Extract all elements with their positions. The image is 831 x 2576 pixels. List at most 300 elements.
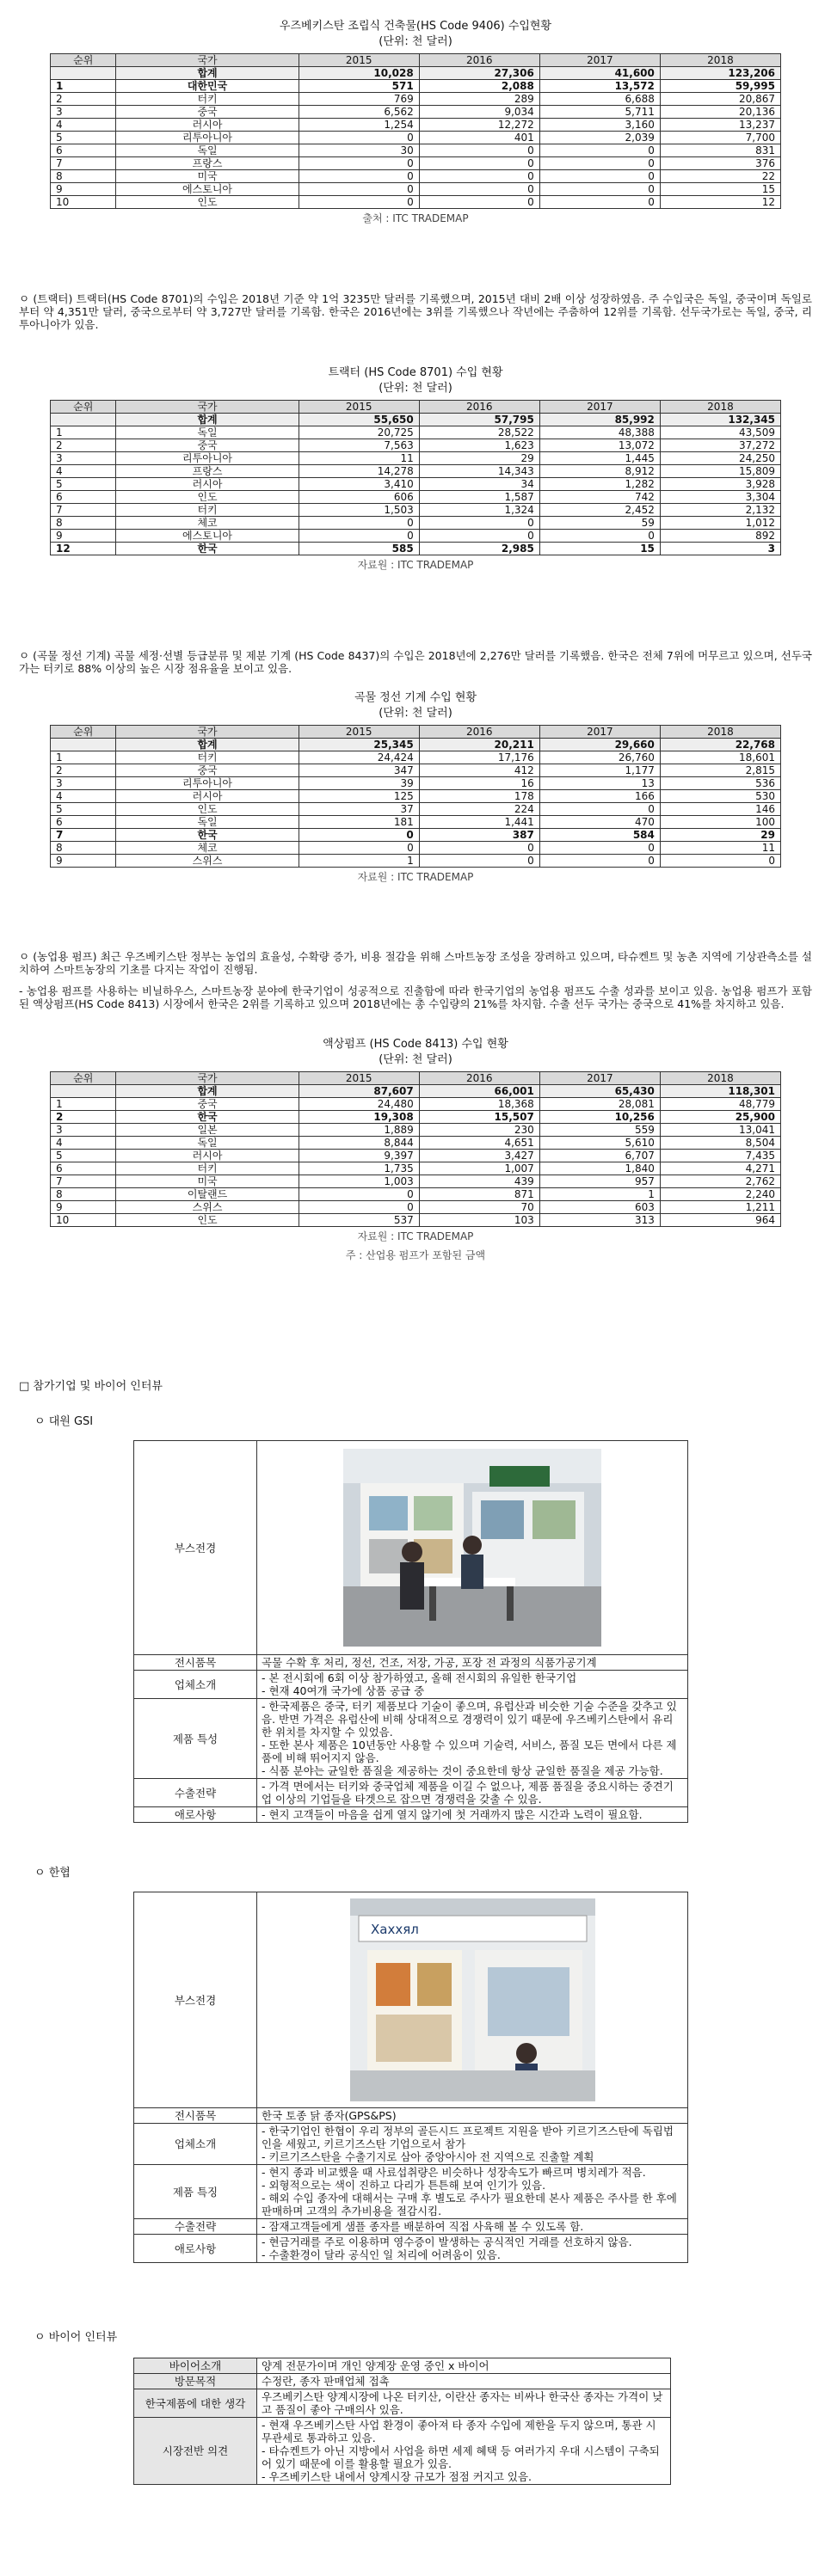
- info-row: [134, 2389, 671, 2418]
- table-cell: 28,081: [539, 1098, 660, 1111]
- table-row: [51, 93, 781, 106]
- table-cell: 1: [51, 80, 116, 93]
- table-cell: 48,388: [539, 426, 660, 439]
- column-header: 2018: [660, 1072, 780, 1085]
- info-value: [257, 1779, 688, 1807]
- info-value: [257, 2418, 671, 2485]
- total-cell: 합계: [116, 414, 299, 426]
- info-label: 한국제품에 대한 생각: [134, 2389, 257, 2418]
- table-cell: 29: [660, 829, 780, 842]
- info-label: 전시품목: [134, 1655, 257, 1671]
- table-cell: 2,088: [419, 80, 539, 93]
- column-header: 2017: [539, 726, 660, 739]
- table-cell: 0: [419, 530, 539, 543]
- table-cell: 인도: [116, 491, 299, 504]
- table-cell: 1: [51, 1098, 116, 1111]
- total-cell: 10,028: [299, 67, 419, 80]
- table-cell: 13,237: [660, 119, 780, 132]
- paragraph-grain-machine: ㅇ (곡물 정선 기계) 곡물 세정·선별 등급분류 및 제분 기계 (HS Code 8437)의 수입은 2018년에 2,276만 달러를 기록했음. 한국은 전체 7위에 머무르고 있으며, 선두국가는 터키로 88% 이상의 높은 시장 점유율을 보이고 있음.: [19, 649, 812, 675]
- table-cell: 6,707: [539, 1150, 660, 1162]
- column-header: 2015: [299, 726, 419, 739]
- section-grain-machine: [0, 690, 831, 884]
- table-cell: 1: [51, 426, 116, 439]
- table-cell: 3: [51, 1124, 116, 1137]
- table-row: [51, 491, 781, 504]
- table-cell: 0: [299, 132, 419, 144]
- table-cell: 571: [299, 80, 419, 93]
- table-cell: 0: [299, 170, 419, 183]
- table-title: 곡물 정선 기계 수입 현황: [354, 691, 477, 704]
- table-cell: 181: [299, 816, 419, 829]
- info-label: 방문목적: [134, 2374, 257, 2389]
- table-cell: 체코: [116, 842, 299, 855]
- table-source: 자료원 : ITC TRADEMAP: [357, 559, 474, 571]
- table-cell: 7,700: [660, 132, 780, 144]
- company-info-table: [133, 1892, 688, 2263]
- table-unit: (단위: 천 달러): [379, 35, 452, 48]
- column-header: 2015: [299, 1072, 419, 1085]
- column-header: 순위: [51, 1072, 116, 1085]
- table-cell: 4: [51, 119, 116, 132]
- table-cell: 2,240: [660, 1188, 780, 1201]
- table-row: [51, 144, 781, 157]
- table-cell: 24,424: [299, 751, 419, 764]
- table-cell: 4,271: [660, 1162, 780, 1175]
- info-row: [134, 1655, 688, 1671]
- table-cell: 13,072: [539, 439, 660, 452]
- table-header-row: [51, 1072, 781, 1085]
- table-cell: 3,304: [660, 491, 780, 504]
- info-line: - 현지 고객들이 마음을 쉽게 열지 않기에 첫 거래까지 많은 시간과 노력이 필요함.: [262, 1808, 643, 1821]
- info-line: - 또한 본사 제품은 10년동안 사용할 수 있으며 기술력, 서비스, 품질 모든 면에서 다른 제품에 비해 뛰어지지 않음.: [262, 1739, 677, 1764]
- total-cell: 20,211: [419, 739, 539, 751]
- table-cell: 3: [660, 543, 780, 555]
- table-cell: 585: [299, 543, 419, 555]
- booth-photo-cell: [257, 1892, 688, 2108]
- table-cell: 한국: [116, 543, 299, 555]
- table-header-row: [51, 401, 781, 414]
- table-cell: 독일: [116, 816, 299, 829]
- table-cell: 11: [660, 842, 780, 855]
- table-cell: 1,012: [660, 517, 780, 530]
- total-cell: 22,768: [660, 739, 780, 751]
- info-line: - 현재 우즈베키스탄 사업 환경이 좋아져 타 종자 수입에 제한을 두지 않으며, 통관 시 무관세로 통과하고 있음.: [262, 2419, 656, 2444]
- table-cell: 러시아: [116, 1150, 299, 1162]
- table-cell: 230: [419, 1124, 539, 1137]
- import-table: [50, 1071, 781, 1227]
- table-cell: 0: [419, 517, 539, 530]
- info-value: [257, 2374, 671, 2389]
- table-row: [51, 439, 781, 452]
- table-cell: 103: [419, 1214, 539, 1227]
- table-cell: 387: [419, 829, 539, 842]
- table-cell: 37,272: [660, 439, 780, 452]
- table-cell: 3: [51, 777, 116, 790]
- info-line: 한국 토종 닭 종자(GPS&PS): [262, 2109, 397, 2122]
- info-line: - 타슈켄트가 아닌 지방에서 사업을 하면 세제 혜택 등 여러가지 우대 시스템이 구축되어 있기 때문에 이를 활용할 필요가 있음.: [262, 2444, 660, 2470]
- info-line: - 현금거래를 주로 이용하며 영수증이 발생하는 공식적인 거래를 선호하지 않음.: [262, 2236, 632, 2248]
- info-value: [257, 2235, 688, 2263]
- table-unit: (단위: 천 달러): [379, 382, 452, 395]
- table-title: 액상펌프 (HS Code 8413) 수입 현황: [323, 1038, 508, 1051]
- table-cell: 15: [539, 543, 660, 555]
- column-header: 순위: [51, 726, 116, 739]
- table-cell: 1: [299, 855, 419, 868]
- info-row: [134, 1779, 688, 1807]
- table-cell: 리투아니아: [116, 132, 299, 144]
- table-cell: 2,039: [539, 132, 660, 144]
- import-table: [50, 400, 781, 555]
- table-row: [51, 842, 781, 855]
- table-cell: 17,176: [419, 751, 539, 764]
- table-cell: 18,601: [660, 751, 780, 764]
- total-cell: 57,795: [419, 414, 539, 426]
- table-header-row: [51, 54, 781, 67]
- table-cell: 100: [660, 816, 780, 829]
- info-value: [257, 2124, 688, 2165]
- table-cell: 1,840: [539, 1162, 660, 1175]
- table-row: [51, 829, 781, 842]
- total-cell: [51, 67, 116, 80]
- table-cell: 18,368: [419, 1098, 539, 1111]
- table-cell: 10: [51, 196, 116, 209]
- table-title: 트랙터 (HS Code 8701) 수입 현황: [328, 366, 503, 379]
- table-row: [51, 751, 781, 764]
- table-cell: 9,397: [299, 1150, 419, 1162]
- table-cell: 22: [660, 170, 780, 183]
- total-cell: 66,001: [419, 1085, 539, 1098]
- table-cell: 0: [299, 196, 419, 209]
- column-header: 2017: [539, 401, 660, 414]
- table-source: 자료원 : ITC TRADEMAP: [357, 1230, 474, 1242]
- company-table-daewon: [0, 1440, 831, 1823]
- section-prefab-buildings: [0, 19, 831, 225]
- table-cell: 8: [51, 1188, 116, 1201]
- table-cell: 12,272: [419, 119, 539, 132]
- column-header: 국가: [116, 401, 299, 414]
- table-cell: 0: [539, 170, 660, 183]
- table-cell: 4,651: [419, 1137, 539, 1150]
- table-cell: 0: [539, 842, 660, 855]
- column-header: 국가: [116, 726, 299, 739]
- table-cell: 1,007: [419, 1162, 539, 1175]
- table-row: [51, 196, 781, 209]
- table-row: [51, 530, 781, 543]
- table-row: [51, 478, 781, 491]
- info-value: [257, 1655, 688, 1671]
- table-cell: 2,452: [539, 504, 660, 517]
- table-cell: 1,889: [299, 1124, 419, 1137]
- table-cell: 인도: [116, 803, 299, 816]
- info-value: [257, 2108, 688, 2124]
- total-cell: 41,600: [539, 67, 660, 80]
- table-cell: 603: [539, 1201, 660, 1214]
- table-cell: 1,211: [660, 1201, 780, 1214]
- table-row: [51, 1098, 781, 1111]
- info-line: - 한국제품은 중국, 터키 제품보다 기술이 좋으며, 유럽산과 비슷한 기술 수준을 갖추고 있음. 반면 가격은 유럽산에 비해 상대적으로 경쟁력이 있기 때문에 우즈베키스탄에서 유리한 위치를 차지할 수 있었음.: [262, 1700, 677, 1739]
- info-line: 양계 전문가이며 개인 양계장 운영 중인 x 바이어: [262, 2359, 489, 2372]
- info-line: - 수출환경이 달라 공식인 일 처리에 어려움이 있음.: [262, 2248, 501, 2261]
- table-row: [51, 1188, 781, 1201]
- table-cell: 289: [419, 93, 539, 106]
- info-label: 업체소개: [134, 1671, 257, 1699]
- table-cell: 러시아: [116, 119, 299, 132]
- table-row: [51, 80, 781, 93]
- buyer-info-table: [133, 2358, 671, 2485]
- table-cell: 독일: [116, 144, 299, 157]
- table-cell: 1,254: [299, 119, 419, 132]
- table-cell: 0: [419, 842, 539, 855]
- column-header: 2016: [419, 401, 539, 414]
- table-cell: 인도: [116, 196, 299, 209]
- table-cell: 530: [660, 790, 780, 803]
- booth-label: 부스전경: [134, 1892, 257, 2108]
- column-header: 2016: [419, 726, 539, 739]
- table-row: [51, 855, 781, 868]
- table-cell: 러시아: [116, 478, 299, 491]
- table-cell: 3,928: [660, 478, 780, 491]
- table-cell: 13: [539, 777, 660, 790]
- table-row: [51, 803, 781, 816]
- table-cell: 5: [51, 1150, 116, 1162]
- table-cell: 3,427: [419, 1150, 539, 1162]
- total-cell: 합계: [116, 67, 299, 80]
- table-row: [51, 777, 781, 790]
- section-tractor: [0, 365, 831, 572]
- total-cell: 65,430: [539, 1085, 660, 1098]
- table-cell: 터키: [116, 93, 299, 106]
- table-cell: 412: [419, 764, 539, 777]
- table-cell: 769: [299, 93, 419, 106]
- table-row: [51, 119, 781, 132]
- table-cell: 터키: [116, 504, 299, 517]
- table-cell: 0: [660, 855, 780, 868]
- buyer-heading: ㅇ 바이어 인터뷰: [34, 2331, 118, 2344]
- booth-photo: [343, 1449, 601, 1647]
- table-row: [51, 1162, 781, 1175]
- table-cell: 59,995: [660, 80, 780, 93]
- table-row: [51, 517, 781, 530]
- table-cell: 1: [539, 1188, 660, 1201]
- info-value: [257, 1807, 688, 1823]
- table-row: [51, 1124, 781, 1137]
- table-cell: 2: [51, 764, 116, 777]
- table-cell: 401: [419, 132, 539, 144]
- table-cell: 59: [539, 517, 660, 530]
- table-cell: 1,503: [299, 504, 419, 517]
- table-cell: 30: [299, 144, 419, 157]
- table-cell: 2,815: [660, 764, 780, 777]
- table-cell: 1,003: [299, 1175, 419, 1188]
- table-cell: 7: [51, 157, 116, 170]
- table-cell: 에스토니아: [116, 183, 299, 196]
- total-cell: 25,345: [299, 739, 419, 751]
- table-cell: 7,563: [299, 439, 419, 452]
- table-cell: 1: [51, 751, 116, 764]
- table-cell: 6: [51, 144, 116, 157]
- table-cell: 15: [660, 183, 780, 196]
- table-cell: 15,809: [660, 465, 780, 478]
- table-total-row: [51, 67, 781, 80]
- info-row: [134, 2165, 688, 2219]
- buyer-section: [0, 2358, 831, 2485]
- section-liquid-pump: [0, 1037, 831, 1262]
- info-row: [134, 2374, 671, 2389]
- section-heading-interviews: □ 참가기업 및 바이어 인터뷰: [19, 1380, 163, 1393]
- table-cell: 0: [539, 157, 660, 170]
- table-cell: 중국: [116, 439, 299, 452]
- paragraph-tractor: ㅇ (트랙터) 트랙터(HS Code 8701)의 수입은 2018년 기준 약 1억 3235만 달러를 기록했으며, 2015년 대비 2배 이상 성장하였음. 주 수입국은 독일, 중국이며 독일로부터 약 4,351만 달러, 중국으로부터 약 3,727만 달러를 기록함. 한국은 2016년에는 3위를 기록했으나 작년에는 주춤하여 12위를 기록함. 선두국가로는 독일, 중국, 리투아니아가 있음.: [19, 292, 812, 331]
- info-label: 수출전략: [134, 2219, 257, 2235]
- table-cell: 0: [419, 170, 539, 183]
- table-cell: 독일: [116, 1137, 299, 1150]
- info-value: [257, 1699, 688, 1779]
- info-label: 제품 특성: [134, 1699, 257, 1779]
- info-line: - 해외 수입 종자에 대해서는 구매 후 별도로 주사가 필요한데 본사 제품은 주사를 한 후에 판매하며 고객의 추가비용을 절감시킴.: [262, 2192, 677, 2217]
- table-cell: 34: [419, 478, 539, 491]
- table-cell: 125: [299, 790, 419, 803]
- table-cell: 1,445: [539, 452, 660, 465]
- total-cell: 85,992: [539, 414, 660, 426]
- table-row: [51, 132, 781, 144]
- table-cell: 8,844: [299, 1137, 419, 1150]
- table-total-row: [51, 414, 781, 426]
- info-line: 곡물 수확 후 처리, 정선, 건조, 저장, 가공, 포장 전 과정의 식품가공기계: [262, 1656, 597, 1669]
- table-row: [51, 1201, 781, 1214]
- table-cell: 1,177: [539, 764, 660, 777]
- table-cell: 1,587: [419, 491, 539, 504]
- table-cell: 8,504: [660, 1137, 780, 1150]
- table-cell: 4: [51, 790, 116, 803]
- table-unit: (단위: 천 달러): [379, 1053, 452, 1066]
- table-cell: 742: [539, 491, 660, 504]
- table-cell: 166: [539, 790, 660, 803]
- table-cell: 중국: [116, 1098, 299, 1111]
- table-cell: 2,985: [419, 543, 539, 555]
- info-line: - 식품 분야는 균일한 품질을 제공하는 것이 중요한데 항상 균일한 품질을 제공 가능함.: [262, 1764, 663, 1777]
- info-label: 애로사항: [134, 2235, 257, 2263]
- info-line: 우즈베키스탄 양계시장에 나온 터키산, 이란산 종자는 비싸나 한국산 종자는 가격이 낮고 품질이 좋아 구매의사 있음.: [262, 2390, 663, 2416]
- column-header: 순위: [51, 54, 116, 67]
- table-row: [51, 543, 781, 555]
- table-cell: 0: [299, 517, 419, 530]
- table-unit: (단위: 천 달러): [379, 707, 452, 720]
- table-cell: 4: [51, 465, 116, 478]
- table-cell: 606: [299, 491, 419, 504]
- table-row: [51, 157, 781, 170]
- total-cell: 55,650: [299, 414, 419, 426]
- table-cell: 892: [660, 530, 780, 543]
- info-line: - 우즈베키스탄 내에서 양계시장 규모가 점점 커지고 있음.: [262, 2470, 532, 2483]
- table-cell: 9: [51, 855, 116, 868]
- table-cell: 스위스: [116, 855, 299, 868]
- table-cell: 24,250: [660, 452, 780, 465]
- table-cell: 6,562: [299, 106, 419, 119]
- total-cell: [51, 1085, 116, 1098]
- info-row: [134, 2124, 688, 2165]
- table-row: [51, 504, 781, 517]
- info-label: 전시품목: [134, 2108, 257, 2124]
- table-cell: 10: [51, 1214, 116, 1227]
- table-cell: 14,343: [419, 465, 539, 478]
- table-cell: 957: [539, 1175, 660, 1188]
- column-header: 2015: [299, 401, 419, 414]
- info-row: [134, 2418, 671, 2485]
- info-value: [257, 2165, 688, 2219]
- table-cell: 한국: [116, 1111, 299, 1124]
- table-cell: 0: [419, 144, 539, 157]
- table-cell: 0: [299, 530, 419, 543]
- table-cell: 313: [539, 1214, 660, 1227]
- table-row: [51, 1111, 781, 1124]
- column-header: 2018: [660, 54, 780, 67]
- table-source: 자료원 : ITC TRADEMAP: [357, 871, 474, 883]
- info-value: [257, 2389, 671, 2418]
- total-cell: [51, 414, 116, 426]
- total-cell: 합계: [116, 739, 299, 751]
- table-cell: 2: [51, 1111, 116, 1124]
- table-cell: 6: [51, 1162, 116, 1175]
- table-cell: 0: [419, 183, 539, 196]
- table-cell: 터키: [116, 751, 299, 764]
- table-total-row: [51, 1085, 781, 1098]
- table-cell: 11: [299, 452, 419, 465]
- column-header: 2017: [539, 54, 660, 67]
- info-value: [257, 1671, 688, 1699]
- booth-sign: Хаххял: [370, 1922, 419, 1937]
- info-row: [134, 2235, 688, 2263]
- table-cell: 3: [51, 452, 116, 465]
- table-source: 출처 : ITC TRADEMAP: [362, 212, 469, 224]
- table-cell: 0: [299, 1188, 419, 1201]
- table-cell: 7: [51, 504, 116, 517]
- table-cell: 0: [299, 842, 419, 855]
- column-header: 국가: [116, 54, 299, 67]
- column-header: 2018: [660, 726, 780, 739]
- table-cell: 0: [539, 855, 660, 868]
- table-cell: 584: [539, 829, 660, 842]
- table-cell: 8: [51, 517, 116, 530]
- column-header: 순위: [51, 401, 116, 414]
- table-row: [51, 1150, 781, 1162]
- table-row: [51, 426, 781, 439]
- table-cell: 0: [539, 530, 660, 543]
- table-cell: 28,522: [419, 426, 539, 439]
- table-cell: 178: [419, 790, 539, 803]
- table-cell: 대한민국: [116, 80, 299, 93]
- paragraph-pump-2: - 농업용 펌프를 사용하는 비닐하우스, 스마트농장 분야에 한국기업이 성공적으로 진출함에 따라 한국기업의 농업용 펌프도 수출 성과를 보이고 있음. 농업용 펌프가 포함된 액상펌프(HS Code 8413) 시장에서 한국은 2위를 기록하고 있으며 2018년에는 총 수입량의 21%를 차지함. 수출 선두 국가는 중국으로 41%를 차지하고 있음.: [19, 984, 812, 1010]
- table-cell: 39: [299, 777, 419, 790]
- table-row: [51, 106, 781, 119]
- table-cell: 체코: [116, 517, 299, 530]
- table-cell: 0: [299, 829, 419, 842]
- info-line: - 현지 종과 비교했을 때 사료섭취량은 비슷하나 성장속도가 빠르며 병치레가 적음.: [262, 2166, 646, 2179]
- table-cell: 7: [51, 1175, 116, 1188]
- table-cell: 12: [51, 543, 116, 555]
- info-row: [134, 1671, 688, 1699]
- table-header-row: [51, 726, 781, 739]
- table-cell: 20,725: [299, 426, 419, 439]
- info-label: 제품 특징: [134, 2165, 257, 2219]
- table-cell: 9: [51, 183, 116, 196]
- total-cell: 118,301: [660, 1085, 780, 1098]
- column-header: 2018: [660, 401, 780, 414]
- table-cell: 0: [539, 196, 660, 209]
- column-header: 2016: [419, 54, 539, 67]
- total-cell: [51, 739, 116, 751]
- table-cell: 0: [299, 157, 419, 170]
- column-header: 2015: [299, 54, 419, 67]
